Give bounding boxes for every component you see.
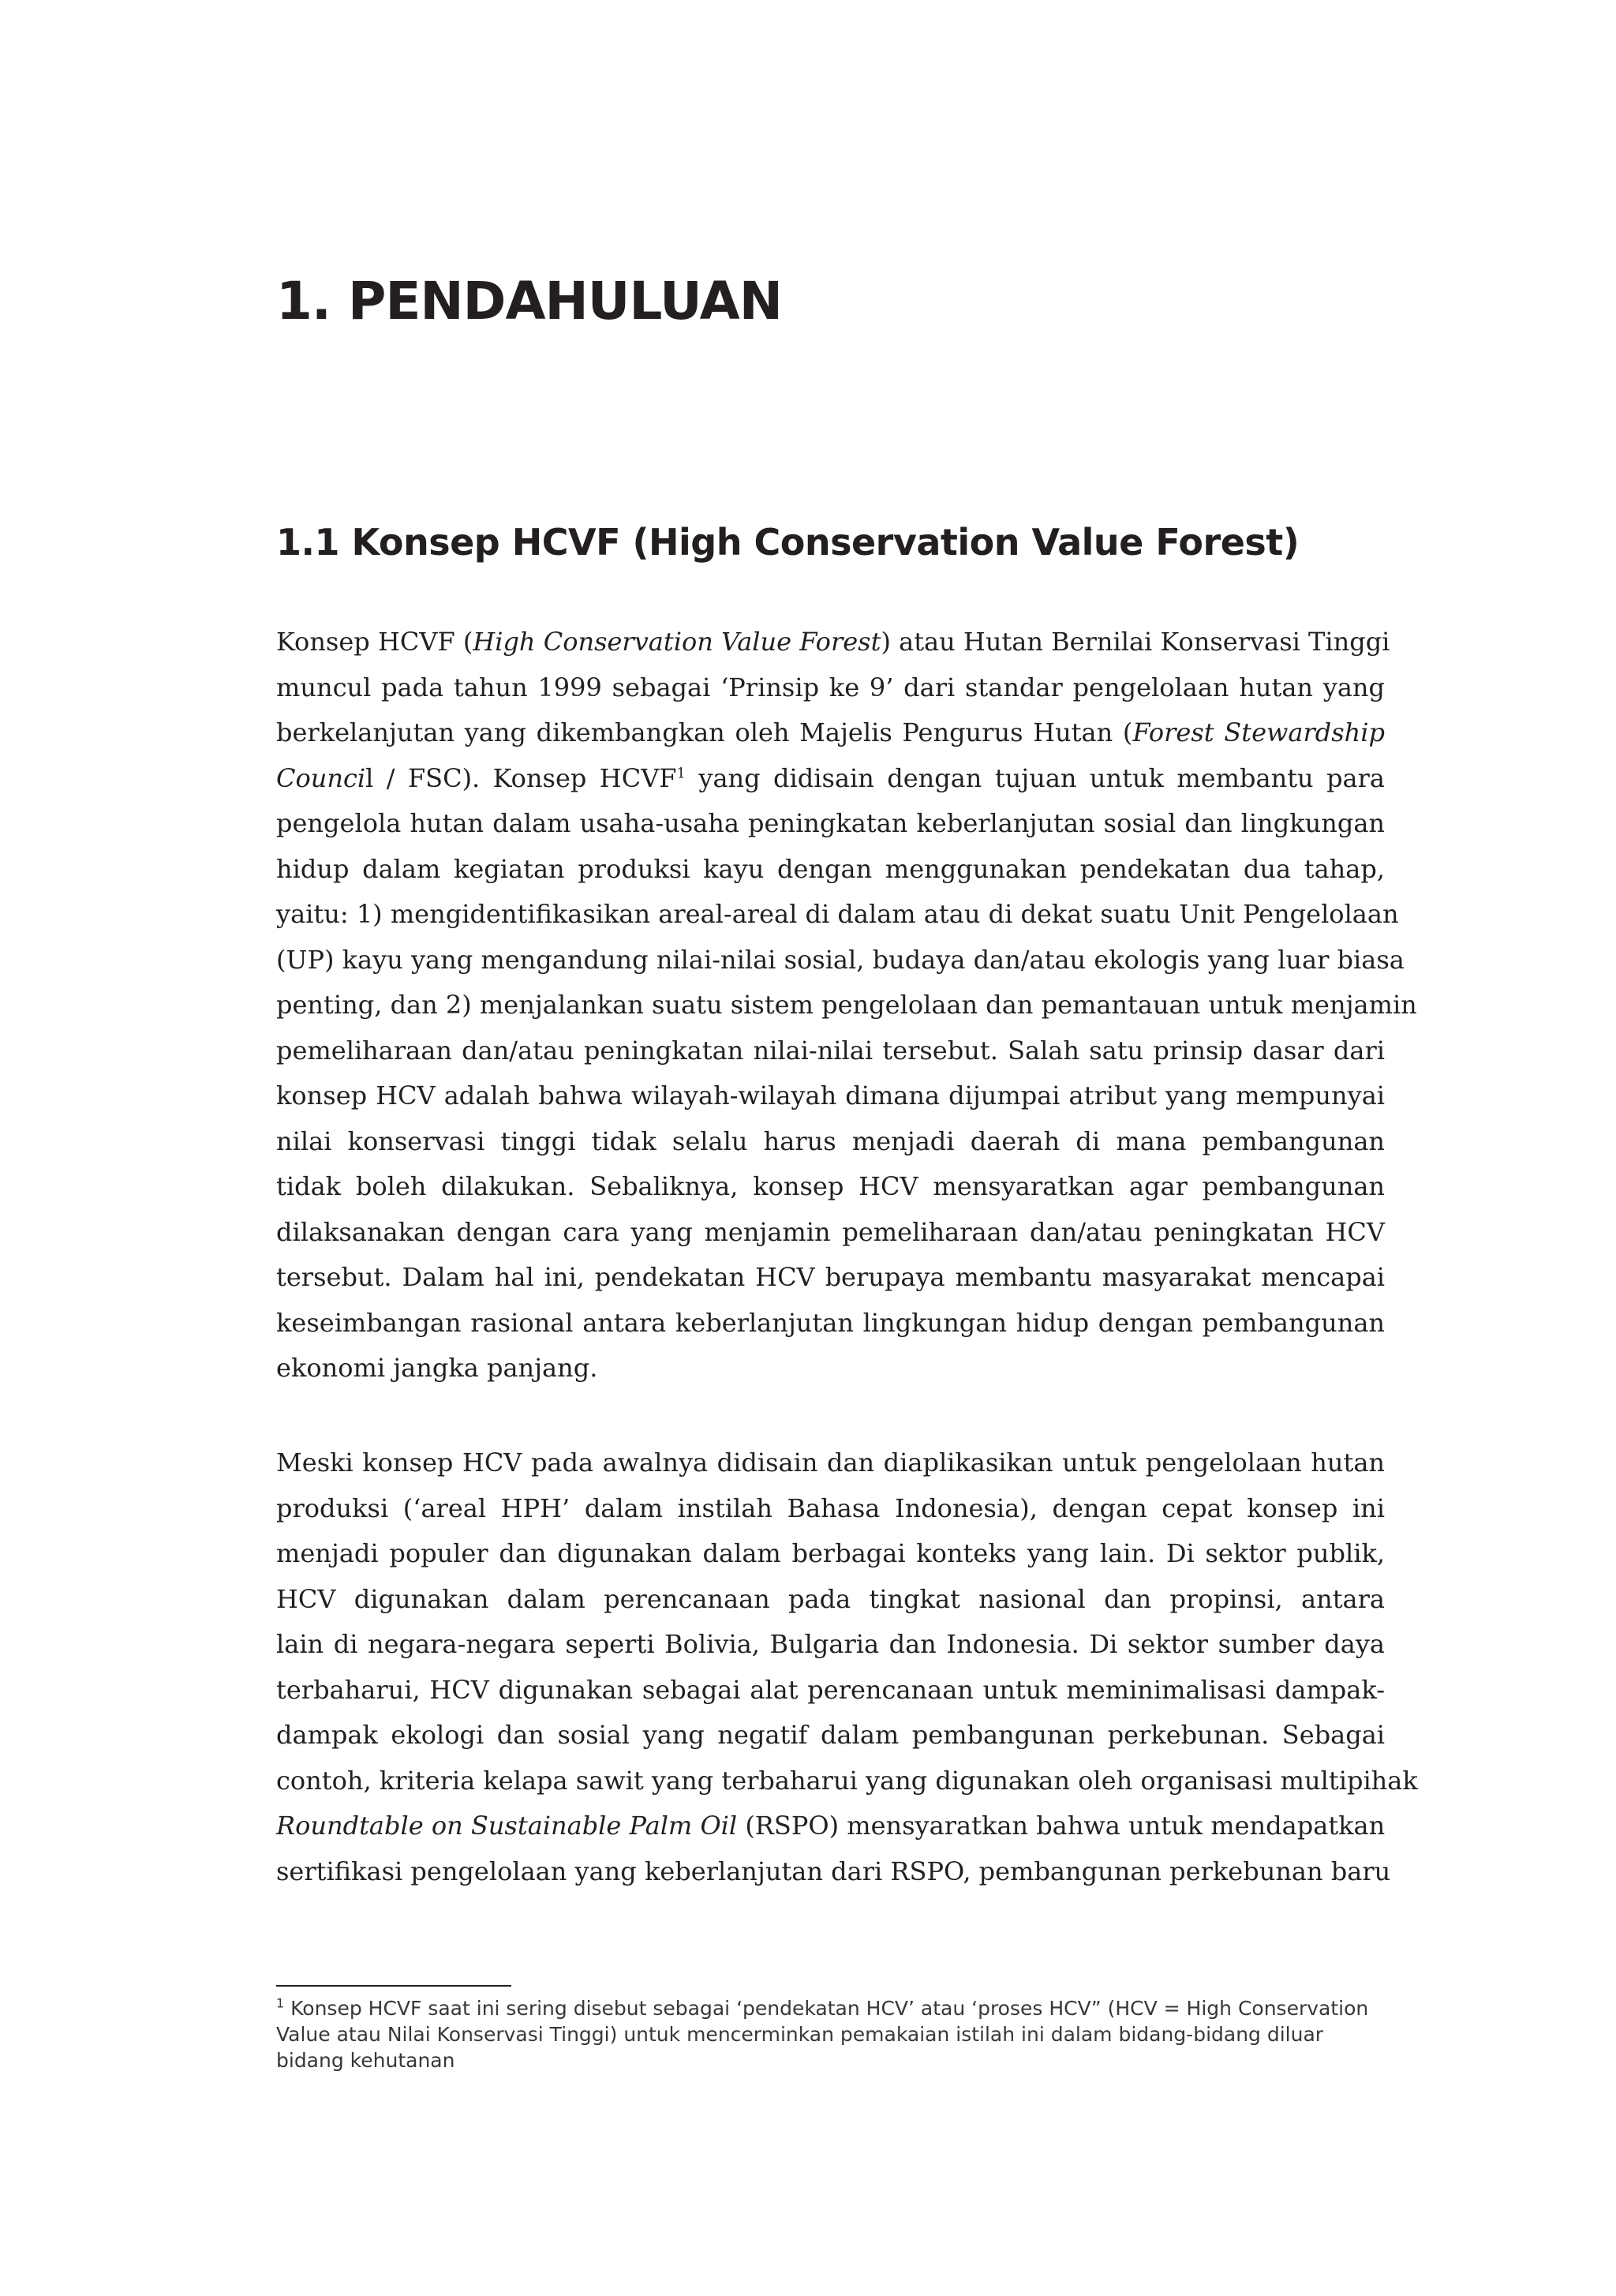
paragraph-line: Meski konsep HCV pada awalnya didisain dan diaplikasikan untuk pengelolaan hutan [276, 1448, 1385, 1478]
paragraph-line: lain di negara-negara seperti Bolivia, Bulgaria dan Indonesia. Di sektor sumber daya [276, 1629, 1385, 1659]
italic-term: Counci [276, 762, 366, 793]
footnote-reference: 1 [676, 764, 686, 781]
body-paragraph-1 [276, 620, 1417, 1391]
paragraph-line: keseimbangan rasional antara keberlanjutan lingkungan hidup dengan pembangunan [276, 1307, 1385, 1338]
section-title: 1.1 Konsep HCVF (High Conservation Value Forest) [276, 521, 1300, 564]
text-run: ) atau Hutan Bernilai Konservasi Tinggi [881, 627, 1390, 657]
paragraph-line: dilaksanakan dengan cara yang menjamin pemeliharaan dan/atau peningkatan HCV [276, 1216, 1385, 1247]
paragraph-line: konsep HCV adalah bahwa wilayah-wilayah dimana dijumpai atribut yang mempunyai [276, 1081, 1385, 1111]
text-run: Konsep HCVF ( [276, 627, 473, 657]
chapter-title: 1. PENDAHULUAN [276, 271, 782, 331]
text-run: (RSPO) mensyaratkan bahwa untuk mendapatkan [737, 1811, 1386, 1841]
paragraph-line: penting, dan 2) menjalankan suatu sistem pengelolaan dan pemantauan untuk menjamin [276, 990, 1417, 1020]
italic-term: High Conservation Value Forest [473, 627, 881, 657]
paragraph-line: produksi (‘areal HPH’ dalam instilah Bahasa Indonesia), dengan cepat konsep ini [276, 1493, 1385, 1523]
text-run: l / FSC). Konsep HCVF [365, 762, 677, 793]
body-paragraph-2 [276, 1440, 1418, 1894]
paragraph-line [276, 710, 1385, 756]
paragraph-line: muncul pada tahun 1999 sebagai ‘Prinsip ke 9’ dari standar pengelolaan hutan yang [276, 672, 1385, 702]
footnote-divider [276, 1985, 511, 1987]
paragraph-line: menjadi populer dan digunakan dalam berbagai konteks yang lain. Di sektor publik, [276, 1538, 1385, 1568]
paragraph-line: HCV digunakan dalam perencanaan pada tingkat nasional dan propinsi, antara [276, 1583, 1385, 1614]
paragraph-line: (UP) kayu yang mengandung nilai-nilai sosial, budaya dan/atau ekologis yang luar biasa [276, 944, 1405, 975]
paragraph-line: pengelola hutan dalam usaha-usaha peningkatan keberlanjutan sosial dan lingkungan [276, 808, 1385, 838]
footnote-number: 1 [276, 1995, 285, 2011]
paragraph-line: contoh, kriteria kelapa sawit yang terbaharui yang digunakan oleh organisasi multipihak [276, 1765, 1418, 1796]
paragraph-line: nilai konservasi tinggi tidak selalu harus menjadi daerah di mana pembangunan [276, 1126, 1385, 1156]
italic-term: Roundtable on Sustainable Palm Oil [276, 1811, 738, 1841]
paragraph-line: ekonomi jangka panjang. [276, 1353, 598, 1383]
text-run: berkelanjutan yang dikembangkan oleh Majelis Pengurus Hutan ( [276, 717, 1133, 747]
footnote [276, 1995, 1389, 2073]
paragraph-line: pemeliharaan dan/atau peningkatan nilai-nilai tersebut. Salah satu prinsip dasar dari [276, 1035, 1385, 1066]
paragraph-line: sertifikasi pengelolaan yang keberlanjutan dari RSPO, pembangunan perkebunan baru [276, 1856, 1391, 1886]
footnote-text: Konsep HCVF saat ini sering disebut sebagai ‘pendekatan HCV’ atau ‘proses HCV” (HCV = High Conservation Value atau Nilai Konservasi Tinggi) untuk mencerminkan pemakaian istilah ini dalam bidang-bidang diluar bidang kehutanan [276, 1997, 1369, 2072]
paragraph-line [276, 1803, 1385, 1849]
paragraph-line [276, 756, 1385, 802]
italic-term: Forest Stewardship [1132, 717, 1385, 747]
paragraph-line: hidup dalam kegiatan produksi kayu dengan menggunakan pendekatan dua tahap, [276, 853, 1385, 884]
paragraph-line: terbaharui, HCV digunakan sebagai alat perencanaan untuk meminimalisasi dampak- [276, 1674, 1385, 1705]
paragraph-line: tersebut. Dalam hal ini, pendekatan HCV berupaya membantu masyarakat mencapai [276, 1262, 1385, 1292]
text-run: yang didisain dengan tujuan untuk membantu para [685, 762, 1385, 793]
paragraph-line: yaitu: 1) mengidentifikasikan areal-areal di dalam atau di dekat suatu Unit Pengelolaan [276, 899, 1399, 929]
paragraph-line: dampak ekologi dan sosial yang negatif dalam pembangunan perkebunan. Sebagai [276, 1720, 1385, 1750]
paragraph-line [276, 620, 1390, 665]
paragraph-line: tidak boleh dilakukan. Sebaliknya, konsep HCV mensyaratkan agar pembangunan [276, 1171, 1385, 1201]
